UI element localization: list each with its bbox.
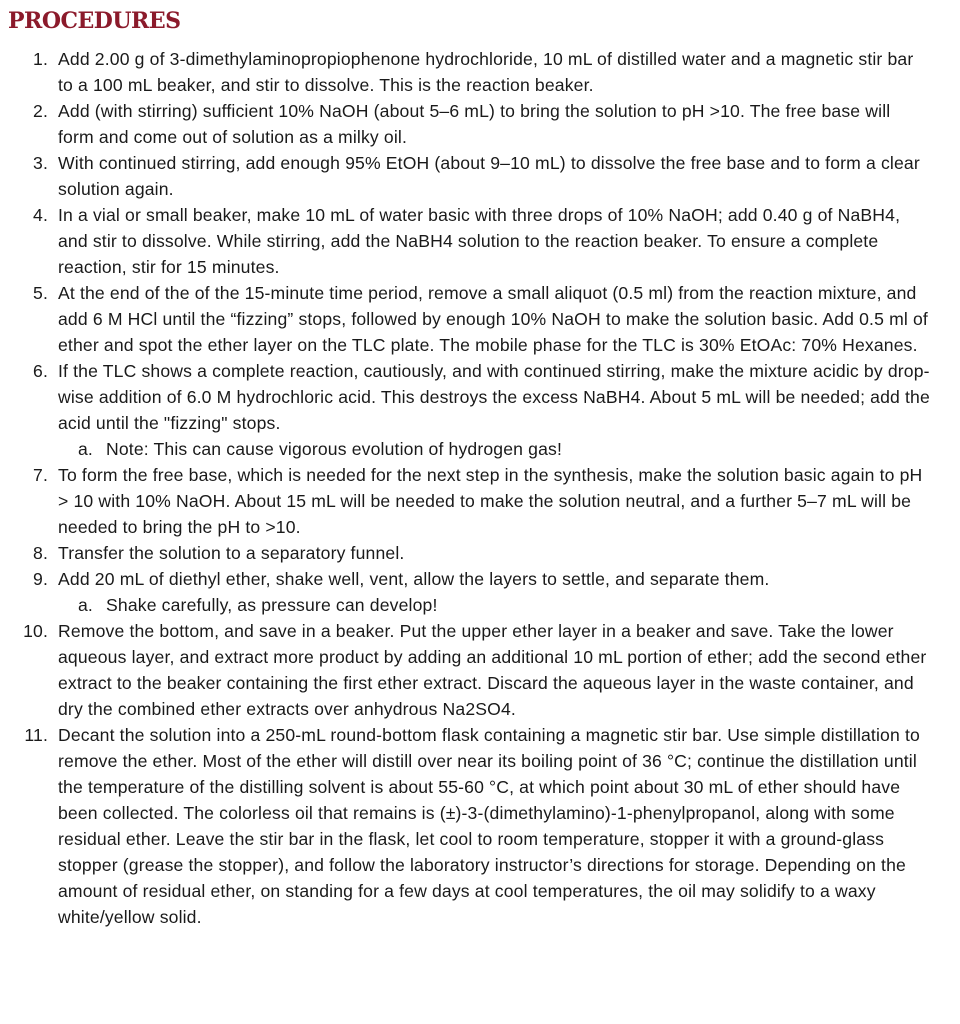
step-text: Remove the bottom, and save in a beaker. Put the upper ether layer in a beaker and save. Take the lower aqueous layer, and extract more product by adding an additional 10 mL portion of ether; add the second ether extract to the beaker containing the first ether extract. Discard the aqueous layer in the waste container, and dry the combined ether extracts over anhydrous Na2SO4. <box>58 621 927 719</box>
step-number: 6. <box>33 361 48 381</box>
step-text: If the TLC shows a complete reaction, cautiously, and with continued stirring, make the mixture acidic by drop-wise addition of 6.0 M hydrochloric acid. This destroys the excess NaBH4. About 5 mL will be needed; add the acid until the "fizzing" stops. <box>58 361 930 433</box>
section-heading: PROCEDURES <box>8 8 181 34</box>
procedure-step <box>0 358 930 462</box>
step-text: To form the free base, which is needed for the next step in the synthesis, make the solution basic again to pH > 10 with 10% NaOH. About 15 mL will be needed to make the solution neutral, and a further 5–7 mL will be needed to bring the pH to >10. <box>58 465 923 537</box>
procedure-step <box>0 722 930 930</box>
procedure-step <box>0 98 930 150</box>
procedure-substep <box>58 592 930 618</box>
step-text: Transfer the solution to a separatory funnel. <box>58 543 405 563</box>
procedure-substep <box>58 436 930 462</box>
step-text: Decant the solution into a 250-mL round-bottom flask containing a magnetic stir bar. Use simple distillation to remove the ether. Most of the ether will distill over near its boiling point of 36 °C; continue the distillation until the temperature of the distilling solvent is about 55-60 °C, at which point about 30 mL of ether should have been collected. The colorless oil that remains is (±)-3-(dimethylamino)-1-phenylpropanol, along with some residual ether. Leave the stir bar in the flask, let cool to room temperature, stopper it with a ground-glass stopper (grease the stopper), and follow the laboratory instructor’s directions for storage. Depending on the amount of residual ether, on standing for a few days at cool temperatures, the oil may solidify to a waxy white/yellow solid. <box>58 725 920 927</box>
step-text: In a vial or small beaker, make 10 mL of water basic with three drops of 10% NaOH; add 0.40 g of NaBH4, and stir to dissolve. While stirring, add the NaBH4 solution to the reaction beaker. To ensure a complete reaction, stir for 15 minutes. <box>58 205 901 277</box>
step-number: 10. <box>23 621 48 641</box>
procedure-step <box>0 280 930 358</box>
substep-letter: a. <box>78 595 93 615</box>
step-text: At the end of the of the 15-minute time period, remove a small aliquot (0.5 ml) from the reaction mixture, and add 6 M HCl until the “fizzing” stops, followed by enough 10% NaOH to make the solution basic. Add 0.5 ml of ether and spot the ether layer on the TLC plate. The mobile phase for the TLC is 30% EtOAc: 70% Hexanes. <box>58 283 928 355</box>
step-number: 11. <box>24 725 48 745</box>
substep-text: Shake carefully, as pressure can develop! <box>106 595 438 615</box>
step-number: 4. <box>33 205 48 225</box>
procedure-list <box>0 46 930 930</box>
step-number: 8. <box>33 543 48 563</box>
step-number: 7. <box>33 465 48 485</box>
step-text: Add 2.00 g of 3-dimethylaminopropiophenone hydrochloride, 10 mL of distilled water and a magnetic stir bar to a 100 mL beaker, and stir to dissolve. This is the reaction beaker. <box>58 49 914 95</box>
step-number: 9. <box>33 569 48 589</box>
step-text: Add (with stirring) sufficient 10% NaOH (about 5–6 mL) to bring the solution to pH >10. The free base will form and come out of solution as a milky oil. <box>58 101 891 147</box>
procedure-step <box>0 566 930 618</box>
substep-letter: a. <box>78 439 93 459</box>
step-text: With continued stirring, add enough 95% EtOH (about 9–10 mL) to dissolve the free base and to form a clear solution again. <box>58 153 920 199</box>
procedure-step <box>0 202 930 280</box>
procedure-step <box>0 618 930 722</box>
step-number: 5. <box>33 283 48 303</box>
procedure-step <box>0 150 930 202</box>
step-text: Add 20 mL of diethyl ether, shake well, vent, allow the layers to settle, and separate them. <box>58 569 770 589</box>
step-number: 3. <box>33 153 48 173</box>
substep-text: Note: This can cause vigorous evolution of hydrogen gas! <box>106 439 563 459</box>
step-number: 2. <box>33 101 48 121</box>
procedure-step <box>0 46 930 98</box>
substep-list <box>58 592 930 618</box>
procedure-step <box>0 462 930 540</box>
substep-list <box>58 436 930 462</box>
step-number: 1. <box>33 49 48 69</box>
procedure-step <box>0 540 930 566</box>
